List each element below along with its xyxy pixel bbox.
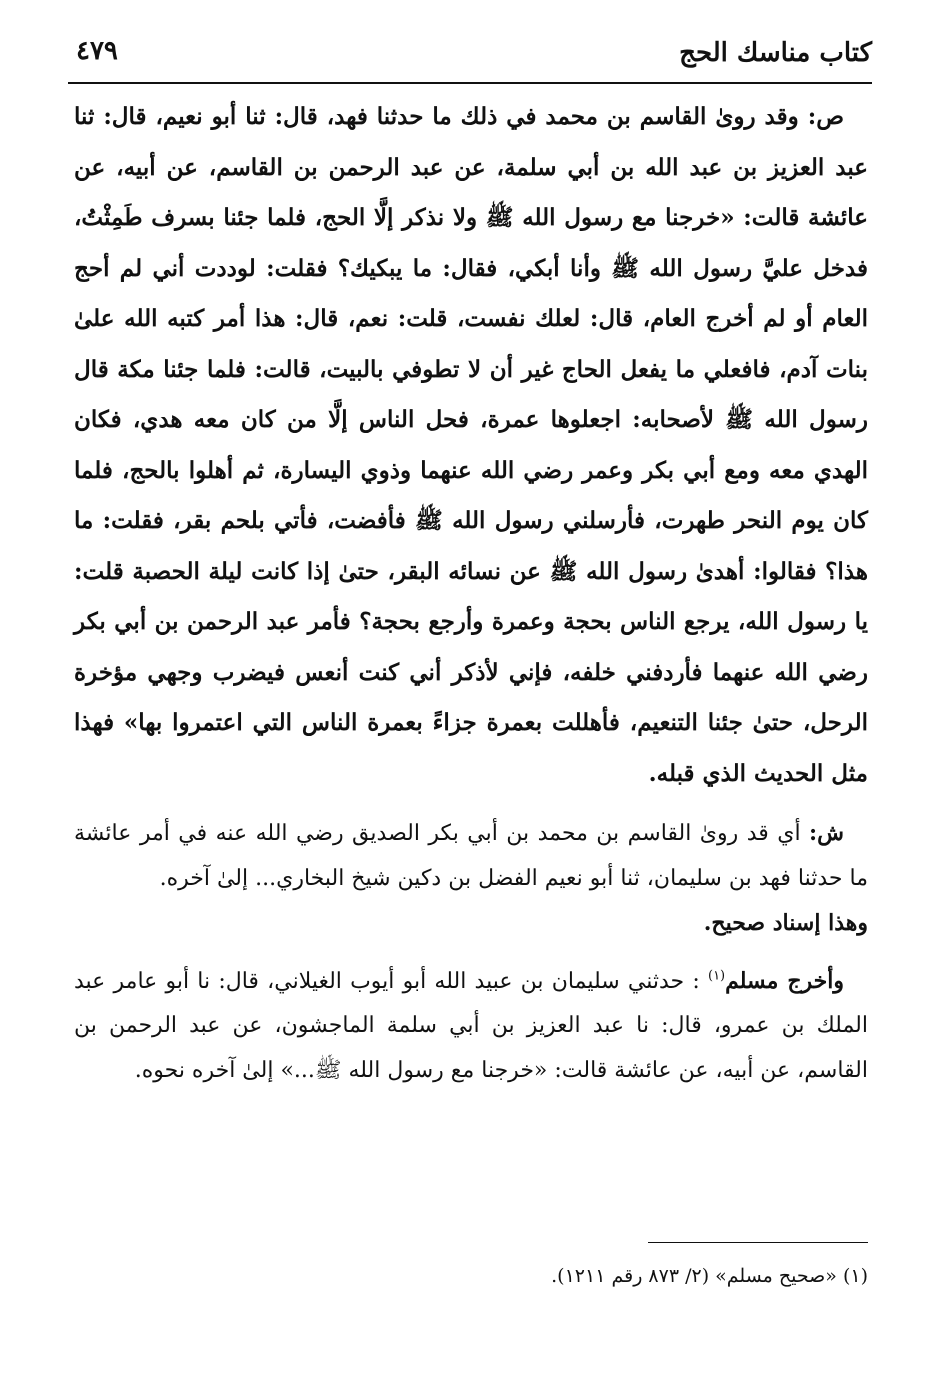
muslim-label: وأخرج مسلم: [725, 967, 845, 994]
sharh-label: ش:: [809, 820, 844, 846]
footnote-reference: (١): [707, 968, 726, 984]
matn-label: ص:: [807, 103, 844, 130]
book-title: كتاب مناسك الحج: [679, 38, 872, 68]
page-number: ٤٧٩: [76, 36, 118, 66]
muslim-paragraph: [74, 959, 868, 1094]
matn-text: وقد روىٰ القاسم بن محمد في ذلك ما حدثنا فهد، قال: ثنا أبو نعيم، قال: ثنا عبد العزيز بن عبد الله بن أبي سلمة، عن عبد الرحمن بن القاسم، عن أبيه، عن عائشة قالت: «خرجنا مع رسول الله ﷺ ولا نذكر إلَّا الحج، فلما جئنا بسرف طَمِثْتُ، فدخل عليَّ رسول الله ﷺ وأنا أبكي، فقال: ما يبكيك؟ فقلت: لوددت أني لم أحج العام أو لم أخرج العام، قال: لعلك نفست، قلت: نعم، قال: هذا أمر كتبه الله علىٰ بنات آدم، فافعلي ما يفعل الحاج غير أن لا تطوفي بالبيت، قالت: فلما جئنا مكة قال رسول الله ﷺ لأصحابه: اجعلوها عمرة، فحل الناس إلَّا من كان معه هدي، فكان الهدي معه ومع أبي بكر وعمر رضي الله عنهما وذوي اليسارة، ثم أهلوا بالحج، فلما كان يوم النحر طهرت، فأرسلني رسول الله ﷺ فأفضت، فأتي بلحم بقر، فقلت: ما هذا؟ فقالوا: أهدىٰ رسول الله ﷺ عن نسائه البقر، حتىٰ إذا كانت ليلة الحصبة قلت: يا رسول الله، يرجع الناس بحجة وعمرة وأرجع بحجة؟ فأمر عبد الرحمن بن أبي بكر رضي الله عنهما فأردفني خلفه، فإني لأذكر أني كنت أنعس فيضرب وجهي مؤخرة الرحل، حتىٰ جئنا التنعيم، فأهللت بعمرة جزاءً بعمرة الناس التي اعتمروا بها» فهذا مثل الحديث الذي قبله.: [74, 103, 868, 787]
header-divider: [68, 82, 872, 84]
main-text: [74, 92, 868, 1093]
sharh-text: أي قد روىٰ القاسم بن محمد بن أبي بكر الصديق رضي الله عنه في أمر عائشة ما حدثنا فهد بن سليمان، ثنا أبو نعيم الفضل بن دكين شيخ البخاري... إلىٰ آخره.: [74, 821, 868, 891]
matn-paragraph: [74, 92, 868, 799]
footnote: (١) «صحيح مسلم» (٢/ ٨٧٣ رقم ١٢١١).: [551, 1265, 868, 1287]
footnote-divider: [648, 1242, 868, 1243]
isnad-note: وهذا إسناد صحيح.: [703, 910, 868, 936]
page-header: [68, 30, 872, 80]
sharh-paragraph: [74, 811, 868, 947]
muslim-text: : حدثني سليمان بن عبيد الله أبو أيوب الغيلاني، قال: نا أبو عامر عبد الملك بن عمرو، قال: نا عبد العزيز بن أبي سلمة الماجشون، عن عبد الرحمن بن القاسم، عن أبيه، عن عائشة قالت: «خرجنا مع رسول الله ﷺ...» إلىٰ آخره نحوه.: [74, 968, 868, 1083]
